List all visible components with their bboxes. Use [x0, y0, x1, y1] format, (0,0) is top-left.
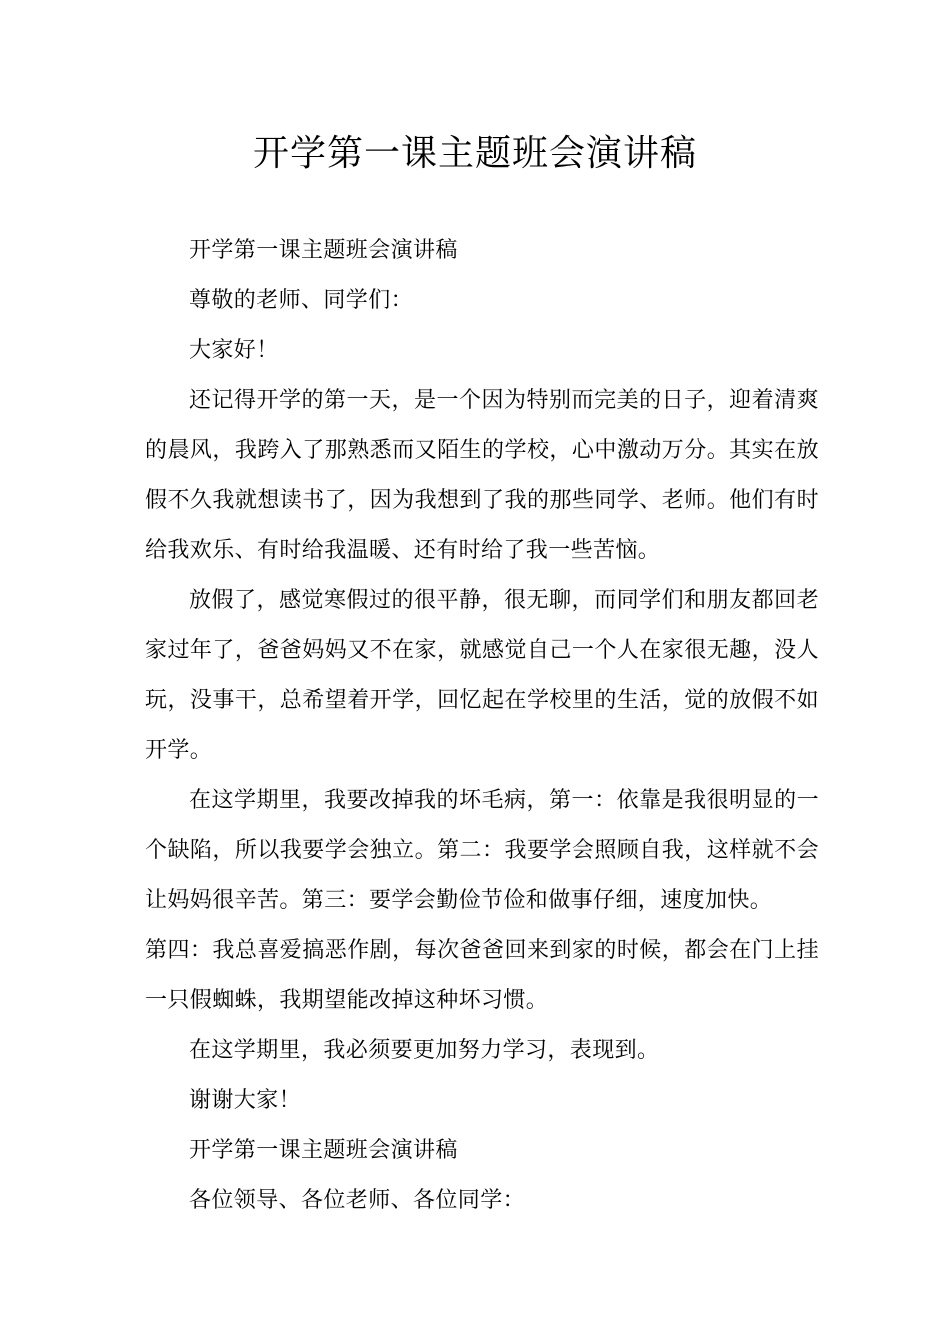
- paragraph-thanks: 谢谢大家！: [189, 1088, 302, 1113]
- paragraph-study: 在这学期里，我必须要更加努力学习，表现到。: [189, 1038, 660, 1063]
- paragraph-first-day: 还记得开学的第一天，是一个因为特别而完美的日子，迎着清爽的晨风，我跨入了那熟悉而又陌生的学校，心中激动万分。其实在放假不久我就想读书了，因为我想到了我的那些同学、老师。他们有时给我欢乐、有时给我温暖、还有时给了我一些苦恼。: [145, 388, 819, 563]
- paragraph-second-salutation: 各位领导、各位老师、各位同学：: [189, 1188, 526, 1213]
- document-body: [145, 226, 819, 1226]
- paragraph-goals: 在这学期里，我要改掉我的坏毛病，第一：依靠是我很明显的一个缺陷，所以我要学会独立。第二：我要学会照顾自我，这样就不会让妈妈很辛苦。第三：要学会勤俭节俭和做事仔细，速度加快。: [145, 788, 819, 913]
- paragraph-goal-four: 第四：我总喜爱搞恶作剧，每次爸爸回来到家的时候，都会在门上挂一只假蜘蛛，我期望能改掉这种坏习惯。: [145, 938, 819, 1013]
- paragraph-holiday: 放假了，感觉寒假过的很平静，很无聊，而同学们和朋友都回老家过年了，爸爸妈妈又不在家，就感觉自己一个人在家很无趣，没人玩，没事干，总希望着开学，回忆起在学校里的生活，觉的放假不如开学。: [145, 588, 819, 763]
- paragraph-subtitle: 开学第一课主题班会演讲稿: [189, 238, 458, 263]
- paragraph-salutation: 尊敬的老师、同学们：: [189, 288, 414, 313]
- document-title: 开学第一课主题班会演讲稿: [252, 133, 697, 174]
- paragraph-greeting: 大家好！: [189, 338, 279, 363]
- paragraph-second-title: 开学第一课主题班会演讲稿: [189, 1138, 458, 1163]
